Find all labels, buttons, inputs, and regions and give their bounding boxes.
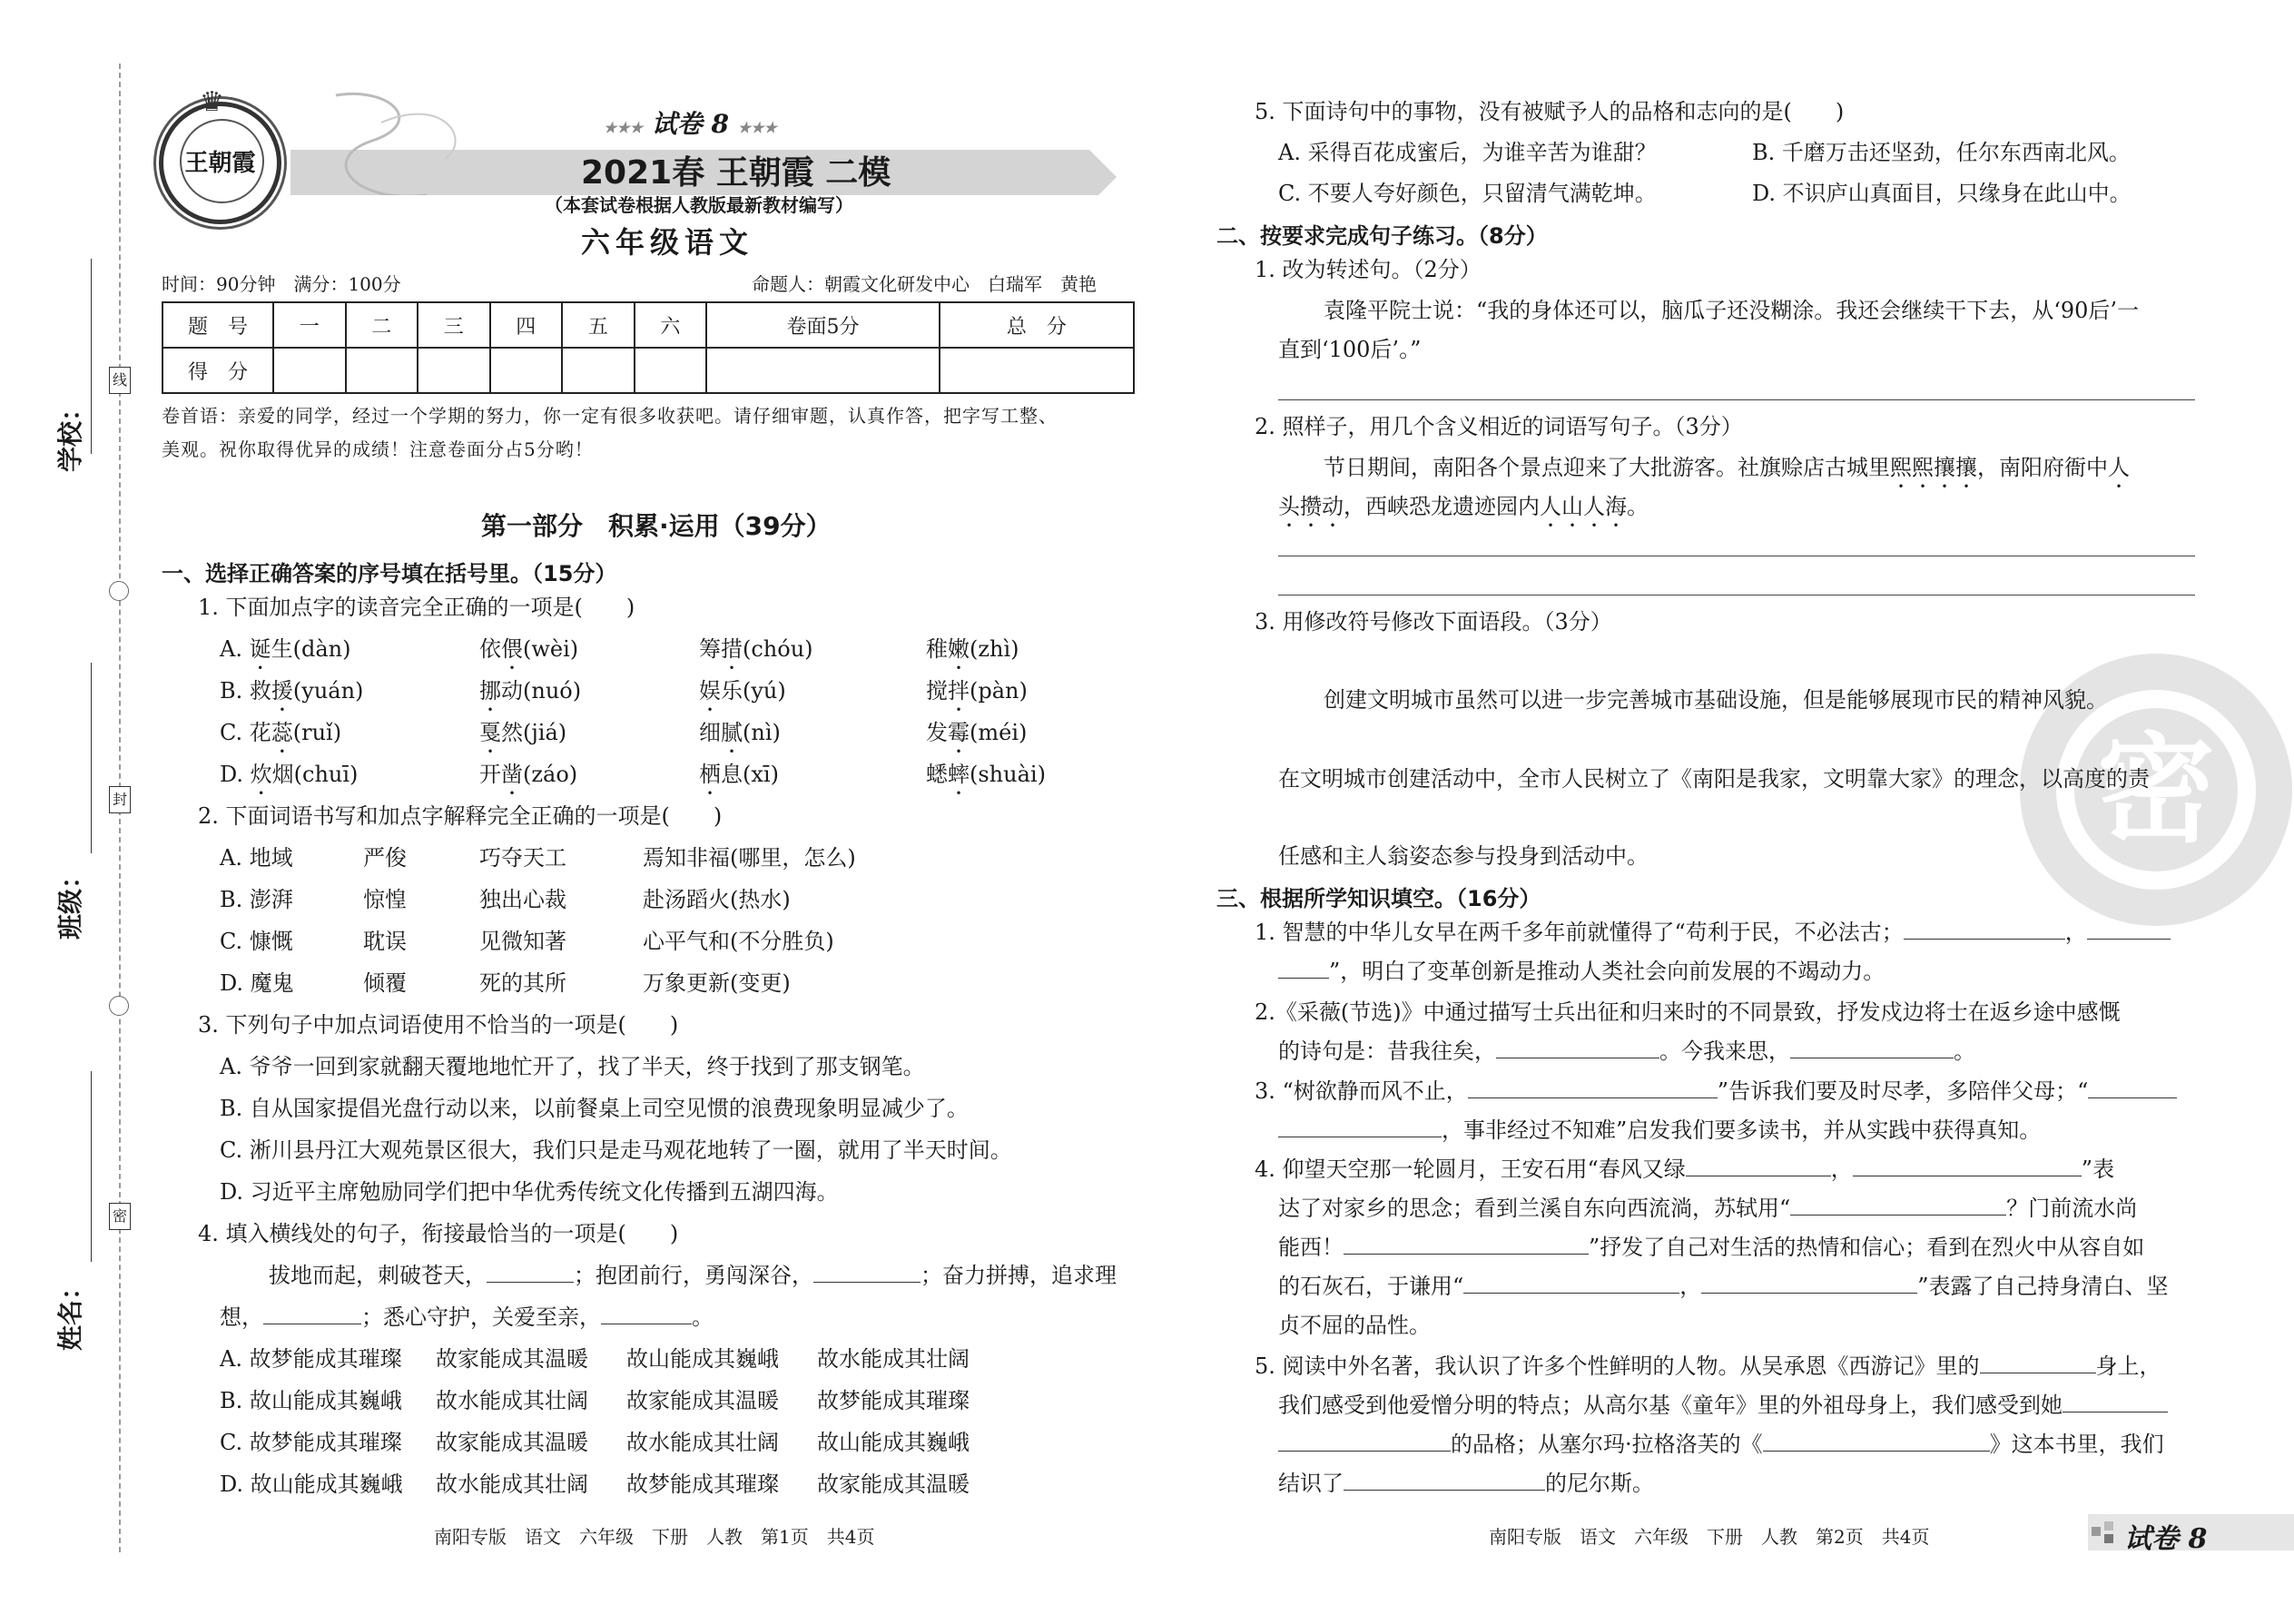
- q1-opt[interactable]: A. 诞生(dàn): [220, 636, 351, 662]
- q3-opt[interactable]: C. 淅川县丹江大观苑景区很大，我们只是走马观花地转了一圈，就用了半天时间。: [220, 1137, 1012, 1163]
- s3q5-blank[interactable]: [1344, 1470, 1545, 1491]
- section1-title: 一、选择正确答案的序号填在括号里。（15分）: [162, 561, 617, 586]
- q4-opt: 故水能成其壮阔: [817, 1346, 970, 1372]
- score-table: [162, 301, 1135, 394]
- q1-opt[interactable]: B. 救援(yuán): [220, 678, 364, 704]
- score-cell: 二: [346, 302, 418, 348]
- q4-blank[interactable]: [487, 1262, 574, 1283]
- s3q4-blank[interactable]: [1790, 1195, 2006, 1216]
- s3q5-blank[interactable]: [1278, 1431, 1451, 1452]
- score-table-score-row: [162, 348, 1134, 393]
- q4-opt: 故山能成其巍峨: [817, 1430, 970, 1455]
- score-input-cell[interactable]: [562, 348, 635, 393]
- binding-circle-2: [109, 996, 129, 1016]
- s3q1-blank[interactable]: [1278, 958, 1329, 979]
- score-input-cell[interactable]: [490, 348, 563, 393]
- q1-stem: 1. 下面加点字的读音完全正确的一项是( ): [198, 595, 635, 620]
- q1-opt: 依偎(wèi): [479, 636, 579, 662]
- q1-opt: 筹措(chóu): [699, 636, 813, 662]
- q1-opt: 搅拌(pàn): [926, 678, 1028, 704]
- q3-opt[interactable]: B. 自从国家提倡光盘行动以来，以前餐桌上司空见惯的浪费现象明显减少了。: [220, 1096, 969, 1121]
- s2q1-text-line-1: 袁隆平院士说：“我的身体还可以，脑瓜子还没糊涂。我还会继续干下去，从‘90后’一: [1324, 298, 2140, 323]
- s3q5-line-4: 结识了 的尼尔斯。: [1278, 1471, 1654, 1496]
- q2-opt: 巧夺天工: [479, 845, 566, 871]
- s3q1-line-1: 1. 智慧的中华儿女早在两千多年前就懂得了“苟利于民，不必法古； ，: [1255, 919, 2171, 946]
- s3q3-line-2: ，事非经过不知难”启发我们要多读书，并从实践中获得真知。: [1278, 1117, 2041, 1144]
- q4-opt: 故家能成其温暖: [436, 1430, 588, 1455]
- score-input-cell[interactable]: [346, 348, 418, 393]
- star-icon: ★★★: [737, 119, 777, 136]
- s2q2-text-line-2: 头攒动，西峡恐龙遗迹园内人山人海。: [1278, 494, 1649, 519]
- q1-opt: 发霉(méi): [926, 720, 1028, 745]
- q2-opt: 严俊: [363, 845, 407, 871]
- corner-squares-icon: [2092, 1527, 2101, 1536]
- paper-title: 2021春 王朝霞 二模: [581, 154, 891, 192]
- school-label: 学校：: [55, 395, 85, 472]
- s3q2-blank[interactable]: [1496, 1038, 1659, 1058]
- q4-opt: 故水能成其壮阔: [436, 1388, 588, 1413]
- name-field[interactable]: [91, 1071, 92, 1262]
- s3q1-line-2: ”，明白了变革创新是推动人类社会向前发展的不竭动力。: [1278, 958, 1885, 985]
- score-cell: 四: [490, 302, 563, 348]
- s2q1-answer-line[interactable]: [1278, 399, 2195, 400]
- score-input-cell[interactable]: [418, 348, 490, 393]
- s3q5-blank[interactable]: [2063, 1392, 2168, 1412]
- s2q3-line-1: 创建文明城市虽然可以进一步完善城市基础设施，但是能够展现市民的精神风貌。: [1324, 687, 2108, 713]
- score-input-cell[interactable]: [940, 348, 1134, 393]
- s2q2-stem: 2. 照样子，用几个含义相近的词语写句子。（3分）: [1255, 414, 1743, 439]
- preface-line-1: 卷首语：亲爱的同学，经过一个学期的努力，你一定有很多收获吧。请仔细审题，认真作答，把字写工整、: [162, 405, 1058, 427]
- q5-opt[interactable]: C. 不要人夸好颜色，只留清气满乾坤。: [1278, 181, 1657, 206]
- s2q2-text-line-1: 节日期间，南阳各个景点迎来了大批游客。社旗赊店古城里熙熙攘攘，南阳府衙中人: [1324, 455, 2130, 480]
- binding-mark-line: 线: [109, 367, 131, 394]
- q4-passage-line-2: 想， ；悉心守护，关爱至亲， 。: [220, 1304, 714, 1330]
- s3q2-blank[interactable]: [1790, 1038, 1954, 1058]
- binding-circle-1: [109, 581, 129, 601]
- s3q5-line-1: 5. 阅读中外名著，我认识了许多个性鲜明的人物。从吴承恩《西游记》里的 身上，: [1255, 1353, 2161, 1379]
- exam-time: 时间：90分钟 满分：100分: [162, 273, 401, 295]
- q2-opt: 焉知非福(哪里，怎么): [643, 845, 856, 871]
- s3q3-blank[interactable]: [1278, 1117, 1442, 1137]
- q4-opt: 故梦能成其璀璨: [626, 1471, 779, 1497]
- score-cell: 卷面5分: [706, 302, 940, 348]
- q4-opt[interactable]: B. 故山能成其巍峨: [220, 1388, 402, 1413]
- q1-opt: 蟋蟀(shuài): [926, 762, 1046, 787]
- q4-opt[interactable]: D. 故山能成其巍峨: [220, 1471, 403, 1497]
- q2-stem: 2. 下面词语书写和加点字解释完全正确的一项是( ): [198, 803, 723, 829]
- q2-opt: 惊惶: [363, 887, 407, 912]
- score-cell: 题 号: [162, 302, 273, 348]
- class-label: 班级：: [55, 862, 85, 940]
- s3q3-line-1: 3. “树欲静而风不止， ”告诉我们要及时尽孝，多陪伴父母；“: [1255, 1078, 2177, 1105]
- score-input-cell[interactable]: [635, 348, 707, 393]
- q3-opt[interactable]: A. 爷爷一回到家就翻天覆地地忙开了，找了半天，终于找到了那支钢笔。: [220, 1054, 925, 1079]
- binding-mark-seal: 封: [109, 786, 131, 813]
- score-cell: 三: [418, 302, 490, 348]
- s3q3-blank[interactable]: [2088, 1078, 2177, 1098]
- score-table-header-row: [162, 302, 1134, 348]
- s2q1-text-line-2: 直到‘100后’。”: [1278, 337, 1422, 362]
- s3q1-blank[interactable]: [1904, 919, 2065, 940]
- score-cell: 五: [562, 302, 635, 348]
- q2-opt: 死的其所: [479, 970, 566, 996]
- q1-opt: 娱乐(yú): [699, 678, 786, 704]
- q4-opt: 故水能成其壮阔: [626, 1430, 779, 1455]
- q4-blank[interactable]: [601, 1304, 692, 1324]
- corner-paper-number: 试卷 8: [2124, 1523, 2208, 1555]
- s3q4-line-3: 能西！ ”抒发了自己对生活的热情和信心；看到在烈火中从容自如: [1278, 1235, 2145, 1260]
- q4-opt: 故家能成其温暖: [436, 1346, 588, 1372]
- s3q2-line-1: 2.《采薇(节选)》中通过描写士兵出征和归来时的不同景致，抒发戍边将士在返乡途中感慨: [1255, 999, 2121, 1025]
- class-field[interactable]: [91, 663, 92, 853]
- q4-opt: 故家能成其温暖: [817, 1471, 970, 1497]
- score-cell: 六: [635, 302, 707, 348]
- score-input-cell[interactable]: [273, 348, 346, 393]
- q1-opt[interactable]: C. 花蕊(ruǐ): [220, 720, 342, 745]
- q4-opt[interactable]: C. 故梦能成其璀璨: [220, 1430, 402, 1455]
- q2-opt: 赴汤蹈火(热水): [643, 887, 791, 912]
- s3q5-line-3: 的品格；从塞尔玛·拉格洛芙的《 》这本书里，我们: [1278, 1431, 2164, 1458]
- brand-logo-seal: [159, 102, 281, 224]
- q2-opt: 倾覆: [363, 970, 407, 996]
- right-footer: 南阳专版 语文 六年级 下册 人教 第2页 共4页: [1489, 1526, 1930, 1548]
- s3q5-blank[interactable]: [1763, 1431, 1990, 1452]
- q4-opt: 故山能成其巍峨: [626, 1346, 779, 1372]
- q2-opt: 见微知著: [479, 929, 566, 954]
- q4-passage-line-1: 拔地而起，刺破苍天， ；抱团前行，勇闯深谷， ；奋力拼搏，追求理: [269, 1263, 1117, 1288]
- q4-opt: 故水能成其壮阔: [436, 1471, 588, 1497]
- exam-author: 命题人：朝霞文化研发中心 白瑞军 黄艳: [752, 273, 1097, 295]
- q4-opt[interactable]: A. 故梦能成其璀璨: [220, 1346, 402, 1372]
- star-icon: ★★★: [604, 119, 644, 136]
- left-footer: 南阳专版 语文 六年级 下册 人教 第1页 共4页: [434, 1526, 875, 1548]
- s3q4-blank[interactable]: [1853, 1156, 2082, 1176]
- paper-subtitle: （本套试卷根据人教版最新教材编写）: [545, 194, 853, 216]
- section2-title: 二、按要求完成句子练习。（8分）: [1216, 223, 1548, 249]
- s3q5-line-2: 我们感受到他爱憎分明的特点；从高尔基《童年》里的外祖母身上，我们感受到她: [1278, 1392, 2168, 1419]
- q1-opt: 开凿(záo): [479, 762, 578, 787]
- q2-opt: 心平气和(不分胜负): [643, 929, 834, 954]
- name-label: 姓名：: [55, 1274, 85, 1351]
- q3-opt[interactable]: D. 习近平主席勉励同学们把中华优秀传统文化传播到五湖四海。: [220, 1179, 839, 1205]
- paper-number: ★★★ 试卷 8 ★★★: [604, 109, 777, 139]
- s2q3-line-3: 任感和主人翁姿态参与投身到活动中。: [1278, 843, 1649, 869]
- q4-opt: 故梦能成其璀璨: [817, 1388, 970, 1413]
- watermark-glyph: 密: [2097, 720, 2216, 859]
- s3q4-blank[interactable]: [1463, 1273, 1679, 1294]
- q1-opt: 戛然(jiá): [479, 720, 567, 745]
- s2q3-line-2: 在文明城市创建活动中，全市人民树立了《南阳是我家，文明靠大家》的理念，以高度的责: [1278, 766, 2150, 792]
- s3q4-line-2: 达了对家乡的思念；看到兰溪自东向西流淌，苏轼用“ ？门前流水尚: [1278, 1196, 2138, 1221]
- q4-opt: 故家能成其温暖: [626, 1388, 779, 1413]
- score-input-cell[interactable]: [706, 348, 940, 393]
- preface-line-2: 美观。祝你取得优异的成绩！注意卷面分占5分哟！: [162, 438, 594, 460]
- s3q4-line-5: 贞不屈的品性。: [1278, 1313, 1431, 1338]
- score-cell: 一: [273, 302, 346, 348]
- subject-title: 六年级语文: [581, 225, 754, 260]
- binding-mark-secret: 密: [109, 1203, 131, 1230]
- s3q4-blank[interactable]: [1701, 1273, 1917, 1294]
- q5-stem: 5. 下面诗句中的事物，没有被赋予人的品格和志向的是( ): [1255, 99, 1845, 124]
- q1-opt: 细腻(nì): [699, 720, 781, 745]
- q4-stem: 4. 填入横线处的句子，衔接最恰当的一项是( ): [198, 1221, 679, 1246]
- q1-opt: 稚嫩(zhì): [926, 636, 1019, 662]
- s3q4-line-1: 4. 仰望天空那一轮圆月，王安石用“春风又绿 ， ”表: [1255, 1156, 2115, 1182]
- q4-blank[interactable]: [813, 1262, 921, 1283]
- q1-opt[interactable]: D. 炊烟(chuī): [220, 762, 359, 787]
- s3q4-blank[interactable]: [1344, 1234, 1589, 1255]
- q2-opt[interactable]: C. 慷慨: [220, 929, 293, 954]
- crown-icon: ♛: [200, 86, 224, 118]
- s2q3-stem: 3. 用修改符号修改下面语段。（3分）: [1255, 609, 1612, 635]
- q3-stem: 3. 下列句子中加点词语使用不恰当的一项是( ): [198, 1012, 679, 1038]
- q2-opt: 耽误: [363, 929, 407, 954]
- q2-opt[interactable]: D. 魔鬼: [220, 970, 294, 996]
- q2-opt[interactable]: A. 地域: [220, 845, 293, 871]
- s3q4-line-4: 的石灰石，于谦用“ ， ”表露了自己持身清白、坚: [1278, 1274, 2169, 1299]
- q2-opt: 万象更新(变更): [643, 970, 791, 996]
- q1-opt: 栖息(xī): [699, 762, 779, 787]
- s3q1-blank[interactable]: [2087, 919, 2171, 940]
- q2-opt: 独出心裁: [479, 887, 566, 912]
- s3q3-blank[interactable]: [1468, 1078, 1718, 1098]
- q5-opt[interactable]: A. 采得百花成蜜后，为谁辛苦为谁甜？: [1278, 140, 1657, 165]
- s2q1-stem: 1. 改为转述句。（2分）: [1255, 257, 1482, 282]
- section3-title: 三、根据所学知识填空。（16分）: [1216, 886, 1541, 911]
- q5-opt[interactable]: D. 不识庐山真面目，只缘身在此山中。: [1752, 181, 2132, 206]
- s3q5-blank[interactable]: [1980, 1353, 2096, 1373]
- q2-opt[interactable]: B. 澎湃: [220, 887, 293, 912]
- score-cell: 得 分: [162, 348, 273, 393]
- q4-blank[interactable]: [263, 1304, 361, 1324]
- brand-logo-text: 王朝霞: [184, 150, 256, 177]
- school-field[interactable]: [91, 259, 92, 454]
- part1-title: 第一部分 积累·运用（39分）: [481, 511, 832, 541]
- corner-tab: [2088, 1514, 2294, 1555]
- q5-opt[interactable]: B. 千磨万击还坚劲，任尔东西南北风。: [1752, 140, 2131, 165]
- score-cell: 总 分: [940, 302, 1134, 348]
- s3q2-line-2: 的诗句是：昔我往矣， 。今我来思， 。: [1278, 1038, 1975, 1064]
- s3q4-blank[interactable]: [1686, 1156, 1831, 1176]
- dotted-char: 诞: [249, 636, 271, 662]
- q1-opt: 挪动(nuó): [479, 678, 582, 704]
